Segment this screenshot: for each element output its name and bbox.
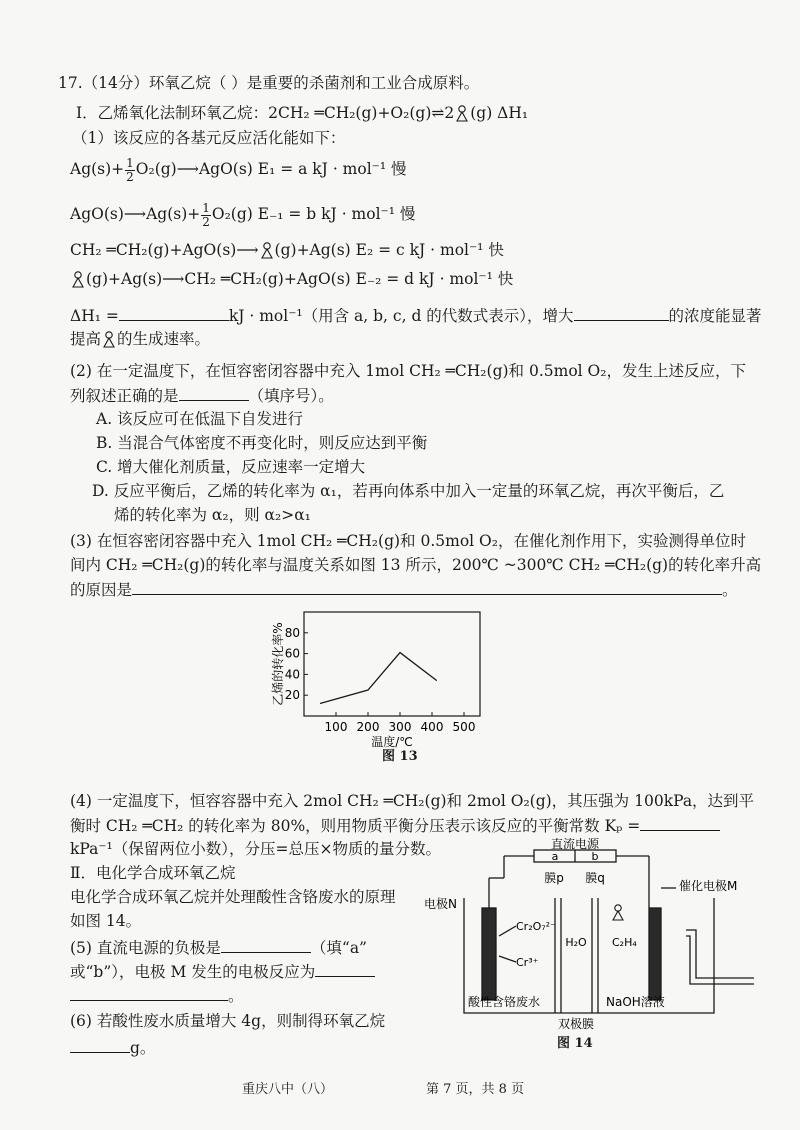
footer-page: 第 7 页，共 8 页 — [426, 1082, 525, 1097]
fraction-num: 1 — [126, 156, 134, 170]
figure-13-chart — [268, 604, 508, 754]
reaction-2-left: AgO(s)⟶Ag(s)+ — [70, 205, 201, 224]
reaction-3 — [70, 241, 504, 260]
q5-hint: （填“a” — [310, 939, 367, 957]
q3-line2: 间内 CH₂ ═CH₂(g)的转化率与温度关系如图 13 所示，200℃ ~300℃ CH₂ ═CH₂(g)的转化率升高 — [70, 556, 762, 574]
q2-option-b: B. 当混合气体密度不再变化时，则反应达到平衡 — [96, 434, 428, 452]
part2-desc-2: 如图 14。 — [70, 912, 142, 930]
y-tick-label: 40 — [284, 667, 300, 682]
figure-14-diagram — [424, 838, 774, 1038]
reaction-1-left: Ag(s)+ — [70, 160, 125, 179]
footer-school: 重庆八中（八） — [242, 1082, 334, 1097]
part2-title: Ⅱ．电化学合成环氧乙烷 — [70, 864, 236, 882]
answer-blank-q3[interactable] — [132, 580, 722, 595]
answer-blank-electrode-m[interactable] — [315, 962, 375, 977]
y-axis-label: 乙烯的转化率% — [271, 622, 285, 706]
part2-desc-1: 电化学合成环氧乙烷并处理酸性含铬废水的原理 — [70, 888, 396, 906]
fraction-num: 1 — [202, 201, 210, 215]
q2-line2 — [70, 386, 334, 406]
figure-13-caption: 图 13 — [382, 749, 418, 764]
fraction-half — [125, 157, 135, 183]
reaction-2-right: O₂(g) E₋₁ = b kJ · mol⁻¹ 慢 — [211, 205, 416, 224]
part1-equation: Ⅰ．乙烯氧化法制环氧乙烷：2CH₂ ═CH₂(g)+O₂(g)⇌2 — [76, 104, 455, 122]
q2-option-c: C. 增大催化剂质量，反应速率一定增大 — [96, 458, 366, 476]
ethylene-label: C₂H₄ — [612, 936, 637, 949]
fraction-den: 2 — [202, 214, 210, 229]
electrode-m-label: 催化电极M — [679, 879, 738, 893]
chromium-ion-label: Cr³⁺ — [516, 956, 539, 969]
q4-line2 — [70, 816, 720, 836]
reaction-4 — [70, 270, 513, 289]
q2-prompt-tail: （填序号）。 — [248, 387, 334, 405]
q1-text-tail: 的浓度能显著 — [668, 307, 762, 325]
answer-blank-kp[interactable] — [640, 816, 720, 831]
y-tick-label: 80 — [284, 625, 300, 640]
q5-line2 — [70, 962, 375, 982]
q2-option-a: A. 该反应可在低温下自发进行 — [96, 410, 304, 428]
pole-a: a — [551, 850, 559, 863]
membrane-q: 膜q — [585, 871, 605, 885]
x-axis-label: 温度/℃ — [371, 735, 413, 749]
epoxide-icon — [454, 105, 470, 123]
dichromate-label: Cr₂O₇²⁻ — [516, 920, 556, 933]
reaction-1 — [70, 157, 407, 183]
answer-blank-q2[interactable] — [179, 386, 249, 401]
figure-14-caption: 图 14 — [557, 1036, 593, 1051]
q6-unit: g。 — [130, 1039, 156, 1057]
series-line — [320, 653, 437, 704]
q2-line1: (2) 在一定温度下，在恒容密闭容器中充入 1mol CH₂ ═CH₂(g)和 0.5mol O₂，发生上述反应，下 — [70, 362, 746, 380]
answer-blank-negative-pole[interactable] — [221, 938, 311, 953]
reaction-1-right: O₂(g)⟶AgO(s) E₁ = a kJ · mol⁻¹ 慢 — [135, 160, 407, 179]
epoxide-icon — [101, 331, 117, 349]
q2-prompt: 列叙述正确的是 — [70, 387, 179, 405]
q5-end: 。 — [228, 987, 244, 1005]
q5-prompt: (5) 直流电源的负极是 — [70, 939, 221, 957]
q6-line1: (6) 若酸性废水质量增大 4g，则制得环氧乙烷 — [70, 1012, 386, 1030]
power-label: 直流电源 — [550, 838, 600, 851]
acid-waste-label: 酸性含铬废水 — [468, 995, 541, 1009]
question-17-header: 17.（14分）环氧乙烷（ ）是重要的杀菌剂和工业合成原料。 — [58, 74, 480, 92]
x-tick-label: 200 — [356, 720, 380, 734]
membrane-p: 膜p — [544, 871, 564, 885]
reaction-3-right: (g)+Ag(s) E₂ = c kJ · mol⁻¹ 快 — [274, 241, 504, 259]
bipolar-membrane-label: 双极膜 — [557, 1017, 595, 1031]
q5-prompt2: 或“b”），电极 M 发生的电极反应为 — [70, 963, 316, 981]
fraction-den: 2 — [126, 169, 134, 184]
electrode-n-label: 电极N — [424, 897, 457, 911]
naoh-label: NaOH溶液 — [606, 995, 665, 1009]
q3-prompt: 的原因是 — [70, 581, 133, 599]
water-label: H₂O — [565, 936, 587, 949]
epoxide-icon — [259, 242, 275, 260]
q2-option-d: D. 反应平衡后，乙烯的转化率为 α₁，若再向体系中加入一定量的环氧乙烷，再次平衡后，乙 — [92, 482, 725, 500]
x-tick-label: 400 — [420, 720, 444, 734]
epoxide-icon — [70, 271, 86, 289]
q1-answer-line2 — [70, 330, 210, 349]
part1-title — [76, 104, 528, 123]
q2-option-d-cont: 烯的转化率为 α₂，则 α₂>α₁ — [114, 506, 311, 524]
pole-b: b — [591, 850, 599, 863]
q3-line1: (3) 在恒容密闭容器中充入 1mol CH₂ ═CH₂(g)和 0.5mol O₂，在催化剂作用下，实验测得单位时 — [70, 532, 746, 550]
q5-line1 — [70, 938, 367, 958]
q1-answer-line — [70, 306, 762, 326]
q4-line3: kPa⁻¹（保留两位小数），分压=总压×物质的量分数。 — [70, 840, 441, 858]
y-tick-label: 20 — [284, 688, 300, 703]
reaction-4-right: (g)+Ag(s)⟶CH₂ ═CH₂(g)+AgO(s) E₋₂ = d kJ · mol⁻¹ 快 — [86, 270, 514, 288]
answer-blank-delta-h[interactable] — [119, 306, 229, 321]
answer-blank-q6[interactable] — [70, 1038, 130, 1053]
q1-text2: 提高 — [70, 330, 102, 348]
x-tick-label: 300 — [388, 720, 412, 734]
x-tick-label: 500 — [452, 720, 476, 734]
delta-h-label: ΔH₁ = — [70, 307, 119, 325]
part1-delta-h: (g) ΔH₁ — [470, 104, 529, 122]
q1-text2-tail: 的生成速率。 — [117, 330, 211, 348]
q4-prompt: 衡时 CH₂ ═CH₂ 的转化率为 80%，则用物质平衡分压表示该反应的平衡常数 Kₚ = — [70, 817, 641, 835]
reaction-2 — [70, 202, 415, 228]
q3-end: 。 — [722, 581, 738, 599]
x-tick-label: 100 — [324, 720, 348, 734]
q3-line3 — [70, 580, 738, 600]
q1-text: kJ · mol⁻¹（用含 a, b, c, d 的代数式表示），增大 — [228, 307, 574, 325]
fraction-half — [201, 202, 211, 228]
q6-line2 — [70, 1038, 155, 1058]
q1-intro: （1）该反应的各基元反应活化能如下： — [72, 129, 346, 147]
answer-blank-concentration[interactable] — [574, 306, 669, 321]
y-tick-label: 60 — [284, 646, 300, 661]
q4-line1: (4) 一定温度下，恒容容器中充入 2mol CH₂ ═CH₂(g)和 2mol O₂(g)，其压强为 100kPa，达到平 — [70, 792, 755, 810]
reaction-3-left: CH₂ ═CH₂(g)+AgO(s)⟶ — [70, 241, 259, 259]
answer-blank-electrode-m-cont[interactable] — [70, 986, 228, 1001]
q5-line3 — [70, 986, 244, 1006]
